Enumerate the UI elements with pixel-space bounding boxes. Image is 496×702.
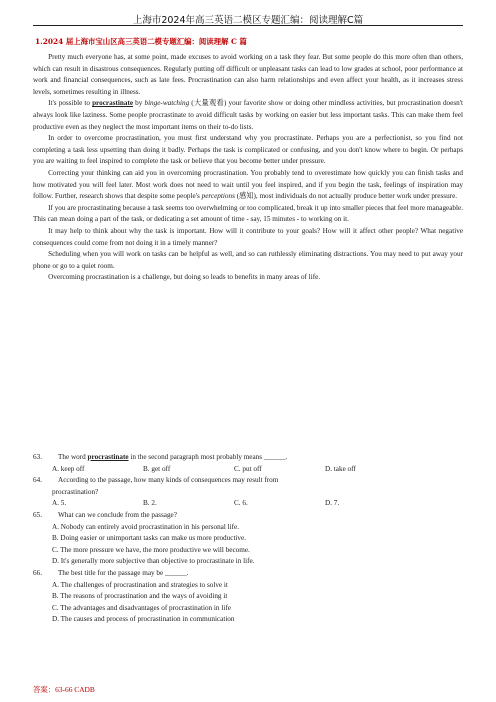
term-perceptions: perceptions bbox=[201, 192, 235, 201]
paragraph-3: In order to overcome procrastination, you must first understand why you procrastinate. Perhaps you are a perfectionist, so you find not completing a task less upsetting than doing it badly. Perhaps the task is complicated or confusing, and you don't know where to begin. Or perhaps you are waiting to feel inspired to complete the task or believe that you become better under pressure. bbox=[33, 134, 463, 166]
gloss-binge-watching: (大量观看) bbox=[189, 99, 229, 108]
question-stem: According to the passage, how many kinds of consequences may result from bbox=[58, 476, 279, 485]
question-number: 66. bbox=[33, 568, 42, 577]
option-d: D. 7. bbox=[325, 499, 340, 508]
reading-passage bbox=[33, 52, 463, 284]
option-b: B. The reasons of procrastination and the ways of avoiding it bbox=[52, 592, 228, 601]
document-title: 上海市2024年高三英语二模区专题汇编：阅读理解C篇 bbox=[132, 15, 364, 26]
paragraph-2-text-c: your favorite show or doing other mindless activities, but procrastination doesn't always look like laziness. Some people procrastinate to avoid difficult tasks by working on easier but less important tasks. This can make them feel productive even as they neglect the most important items on their to-do lists. bbox=[33, 99, 464, 131]
paragraph-4-text-a: Correcting your thinking can aid you in overcoming procrastination. You probably tend to overestimate how quickly you can finish tasks and how motivated you will feel later. Most work does not need to wait until you feel inspired, and if you begin the task, feelings of inspiration may follow. Further, research shows that despite some people's bbox=[33, 168, 463, 201]
term-binge-watching: binge-watching bbox=[144, 99, 190, 108]
option-d: D. It's generally more subjective than objective to procrastinate in life. bbox=[52, 557, 255, 566]
paragraph-2-text-a: It's possible to bbox=[48, 99, 93, 108]
option-row bbox=[33, 498, 463, 510]
question-list bbox=[33, 452, 463, 626]
gloss-perceptions: (感知) bbox=[234, 192, 256, 201]
question-number: 63. bbox=[33, 453, 42, 461]
question-64 bbox=[33, 475, 463, 510]
option-a: A. keep off bbox=[52, 464, 85, 473]
question-stem-text-b: in the second paragraph most probably means ______. bbox=[128, 453, 288, 461]
question-number: 65. bbox=[33, 510, 42, 519]
paragraph-2 bbox=[33, 98, 463, 133]
question-stem: The best title for the passage may be ______. bbox=[58, 568, 189, 577]
option-a: A. 5. bbox=[52, 499, 67, 508]
question-stem-continued: procrastination? bbox=[52, 487, 99, 496]
section-heading: 1.2024 届上海市宝山区高三英语二模专题汇编：阅读理解 C 篇 bbox=[35, 37, 247, 46]
option-c: C. The more pressure we have, the more productive we will become. bbox=[52, 545, 250, 554]
option-b: B. 2. bbox=[143, 499, 157, 508]
paragraph-2-text-b: by bbox=[133, 99, 145, 108]
paragraph-4-text-b: , most individuals do not actually produce better work under pressure. bbox=[255, 192, 458, 201]
answer-key: 答案：63-66 CADB bbox=[33, 685, 95, 694]
question-number: 64. bbox=[33, 476, 42, 485]
paragraph-1: Pretty much everyone has, at some point, made excuses to avoid working on a task they fear. But some people do this more often than others, which can result in disastrous consequences. Regularly putting off difficult or unpleasant tasks can lead to low grades at school, poor performance at work and financial consequences, such as late fees. Procrastination can also harm relationships and even affect your health, as it increases stress levels, sometimes resulting in illness. bbox=[33, 53, 463, 96]
question-stem-text-a: The word bbox=[58, 453, 88, 461]
option-a: A. Nobody can entirely avoid procrastination in his personal life. bbox=[52, 522, 240, 531]
paragraph-7: Scheduling when you will work on tasks can be helpful as well, and so can ruthlessly eliminating distractions. You may need to put away your phone or go to a quiet room. bbox=[33, 250, 463, 270]
title-divider bbox=[33, 25, 463, 26]
paragraph-8: Overcoming procrastination is a challenge, but doing so leads to benefits in many areas of life. bbox=[48, 273, 321, 282]
option-c: C. put off bbox=[234, 464, 262, 473]
question-63 bbox=[33, 452, 463, 475]
option-d: D. take off bbox=[325, 464, 356, 473]
option-d: D. The causes and process of procrastination in communication bbox=[52, 615, 235, 624]
question-66 bbox=[33, 568, 463, 626]
option-b: B. Doing easier or unimportant tasks can make us more productive. bbox=[52, 534, 247, 543]
option-b: B. get off bbox=[143, 464, 171, 473]
option-a: A. The challenges of procrastination and strategies to solve it bbox=[52, 580, 228, 589]
option-c: C. 6. bbox=[234, 499, 248, 508]
option-row bbox=[33, 464, 463, 476]
option-c: C. The advantages and disadvantages of procrastination in life bbox=[52, 603, 231, 612]
paragraph-6: It may help to think about why the task is important. How will it contribute to your goals? How will it affect other people? What negative consequences could come from not doing it in a timely manner? bbox=[33, 226, 463, 247]
paragraph-5: If you are procrastinating because a task seems too overwhelming or too complicated, break it up into smaller pieces that feel more manageable. This can mean doing a part of the task, or dedicating a set amount of time - say, 15 minutes - to working on it. bbox=[33, 203, 463, 224]
paragraph-4 bbox=[33, 168, 463, 203]
question-65 bbox=[33, 510, 463, 568]
keyword-procrastinate: procrastinate bbox=[92, 99, 134, 108]
question-keyword: procrastinate bbox=[87, 453, 129, 461]
question-stem bbox=[58, 452, 463, 464]
question-stem: What can we conclude from the passage? bbox=[58, 510, 177, 519]
